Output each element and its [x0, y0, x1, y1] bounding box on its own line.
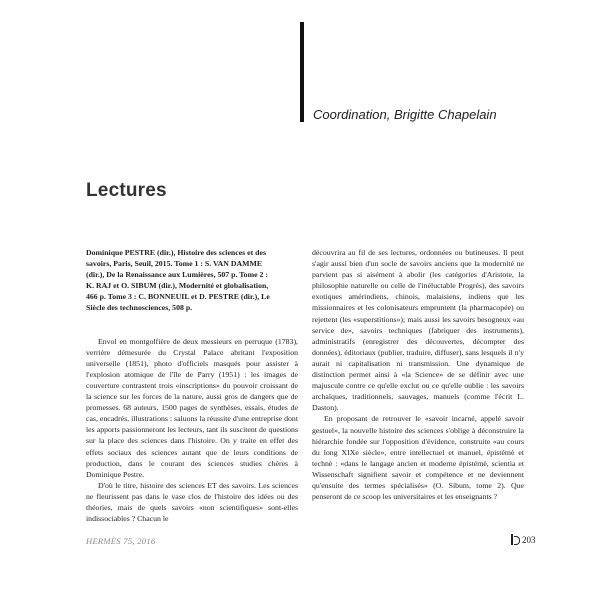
header-rule	[300, 22, 304, 122]
coordination-line: Coordination, Brigitte Chapelain	[313, 107, 497, 122]
reference-line: savoirs, Paris, Seuil, 2015. Tome 1 : S. VAN DAMME	[86, 259, 263, 269]
body-paragraph: En proposant de retrouver le «savoir incarné, appelé savoir gestuel», la nouvelle histoire des sciences s'oblige à déconstruire la hiérarchie fondée sur l'opposition d'évidence, construite «au cours du long XIXe siècle», entre intellectuel et manuel, épistémè et technè : «dans le langage ancien et moderne épistémè, scientia et Wissenschaft signifient savoir et compétence et ne deviennent qu'ensuite des termes spécialisés» (O. Sibum, tome 2). Que penseront de ce scoop les universitaires et les enseignants ?	[312, 414, 524, 502]
body-paragraph: D'où le titre, histoire des sciences ET des savoirs. Les sciences ne fleurissent pas dans le vase clos de l'histoire des idées ou des théories, mais de quels savoirs «non scientifiques» sont-elles indissociables ? Chacun le	[86, 480, 298, 524]
journal-logo-icon	[510, 534, 520, 545]
section-title: Lectures	[86, 180, 167, 201]
reference-line: Dominique PESTRE (dir.), Histoire des sciences et des	[86, 248, 266, 257]
reference-line: 466 p. Tome 3 : C. BONNEUIL et D. PESTRE (dir.), Le	[86, 292, 270, 302]
page-footer	[510, 534, 536, 545]
body-paragraph: découvrira au fil de ses lectures, ordonnées ou butineuses. Il peut s'agir aussi bien d'un socle de savoirs anciens que la modernité ne parvient pas si aisément à abolir (les catégories d'Aristote, la philosophie naturelle ou celle de l'inéluctable Progrès), des savoirs exotiques amérindiens, chinois, malaisiens, indiens que les missionnaires et les colonisateurs empruntent (la pharmacopée) ou rejettent (les «superstitions»); mais aussi les savoirs besogneux «au service de», savoirs techniques (fabriquer des instruments), administratifs (enregistrer des découvertes, décompter des données), éditoriaux (publier, traduire, diffuser), sans lesquels il n'y aurait ni capitalisation ni transmission. Une dynamique de distinction permet ainsi à «la Science» de se définir avec une majuscule contre ce qu'elle exclut ou ce qu'elle oublie : les savoirs archaïques, traditionnels, sauvages, manuels (comme l'écrit L. Daston).	[312, 248, 524, 413]
page-number: 203	[522, 534, 536, 545]
body-paragraph: Envol en montgolfière de deux messieurs en perruque (1783), verrière démesurée du Crystal Palace abritant l'exposition universelle (1851), photo d'officiels masqués pour assister à l'explosion atomique de l'île de Parry (1951) : les images de couverture contrastent trois «inscriptions» du pouvoir croissant de la science sur les forces de la nature, aussi gros de dangers que de promesses. 68 auteurs, 1500 pages de synthèses, essais, études de cas, encadrés, illustrations : saluons la réussite d'une entreprise dont les apports passionneront les lecteurs, tant ils suscitent de questions sur la place des sciences dans l'histoire. On y traite en effet des effets sociaux des sciences autant que de leurs conditions de production, dans le courant des sciences studies chères à Dominique Pestre.	[86, 336, 298, 479]
right-column	[312, 247, 524, 502]
left-column	[86, 247, 298, 524]
reference-line: (dir.), De la Renaissance aux Lumières, 507 p. Tome 2 :	[86, 270, 268, 280]
reference-line: Siècle des technosciences, 508 p.	[86, 303, 193, 313]
reference-line: K. RAJ et O. SIBUM (dir.), Modernité et globalisation,	[86, 281, 269, 291]
journal-footer: HERMÈS 75, 2016	[86, 536, 156, 546]
bibliographic-reference	[86, 247, 298, 314]
